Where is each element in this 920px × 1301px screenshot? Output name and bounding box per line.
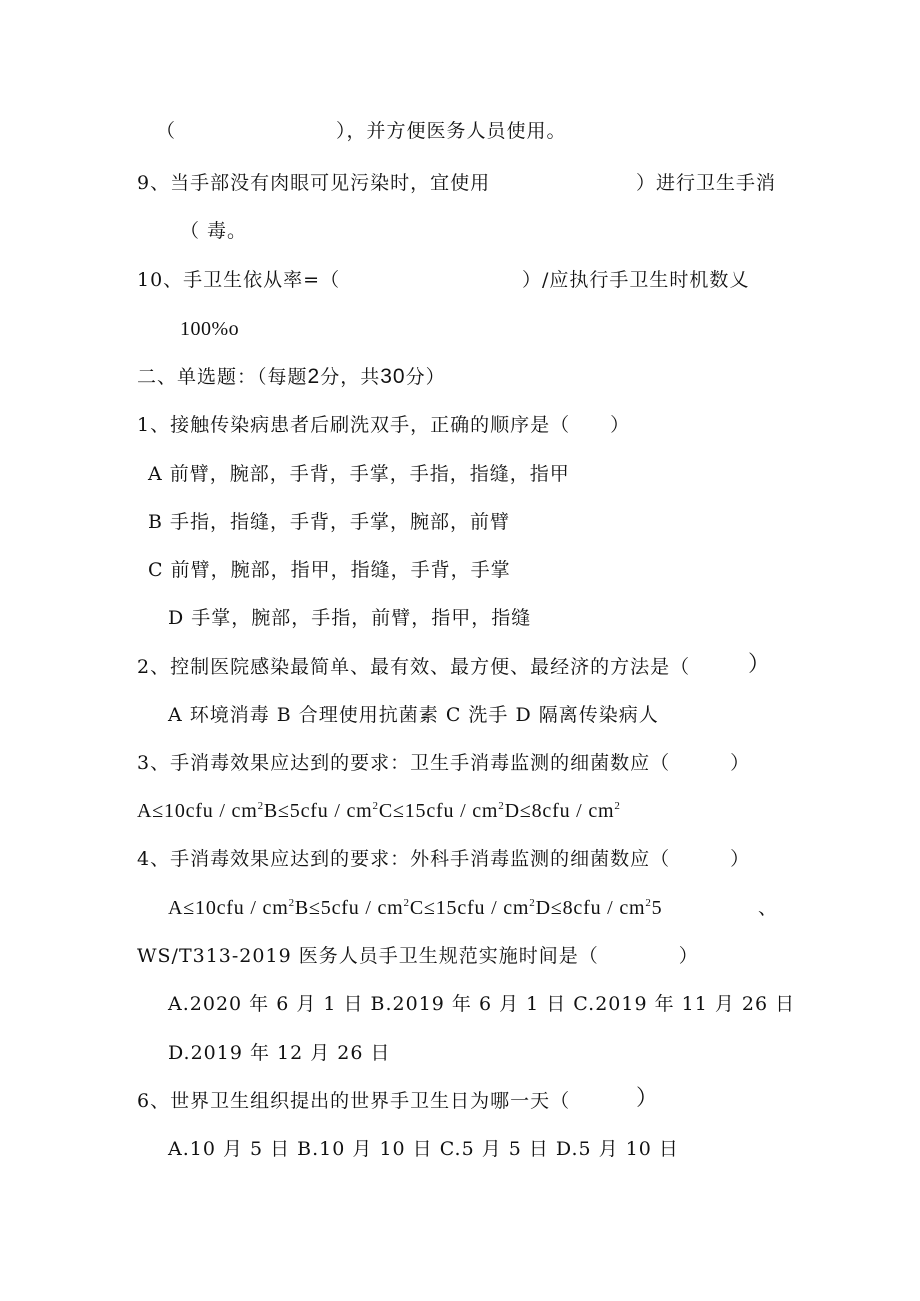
question-9-cont: （ 毒。 bbox=[180, 220, 248, 242]
q4-option-a: A≤10cfu / cm bbox=[168, 897, 289, 919]
q3-sup-b: 2 bbox=[372, 800, 379, 812]
mc-question-4: 4、手消毒效果应达到的要求：外科手消毒监测的细菌数应（ ） bbox=[137, 848, 751, 870]
mc-question-1: 1、接触传染病患者后刷洗双手，正确的顺序是（ ） bbox=[137, 414, 631, 436]
q3-option-a: A≤10cfu / cm bbox=[137, 800, 258, 822]
q4-option-d: D≤8cfu / cm bbox=[535, 897, 646, 919]
mc-question-1-option-a: A 前臂，腕部，手背，手掌，手指，指缝，指甲 bbox=[148, 463, 570, 485]
q3-sup-a: 2 bbox=[257, 800, 264, 812]
mc-question-1-option-c: C 前臂，腕部，指甲，指缝，手背，手掌 bbox=[148, 559, 511, 581]
question-10-tail: ）/应执行手卫生时机数乂 bbox=[522, 269, 750, 291]
question-10: 10、手卫生依从率=（ bbox=[137, 269, 341, 291]
mc-question-2-paren: ） bbox=[748, 652, 771, 677]
q4-sup-d: 2 bbox=[645, 897, 652, 909]
mc-question-6-options: A.10 月 5 日 B.10 月 10 日 C.5 月 5 日 D.5 月 10 日 bbox=[168, 1138, 679, 1160]
q4-sup-a: 2 bbox=[288, 897, 295, 909]
mc-question-5: WS/T313-2019 医务人员手卫生规范实施时间是（ ） bbox=[137, 945, 699, 967]
question-9: 9、当手部没有肉眼可见污染时，宜使用 bbox=[137, 172, 491, 194]
section-heading-a: 二、单选题：（每题 bbox=[137, 366, 308, 388]
q5-number: 5 bbox=[651, 897, 663, 919]
q3-option-c: C≤15cfu / cm bbox=[378, 800, 499, 822]
mc-question-6: 6、世界卫生组织提出的世界手卫生日为哪一天（ bbox=[137, 1090, 571, 1112]
mc-question-3: 3、手消毒效果应达到的要求：卫生手消毒监测的细菌数应（ ） bbox=[137, 752, 751, 774]
section-heading-e: 分） bbox=[405, 366, 446, 388]
question-10-cont: 100%o bbox=[180, 318, 240, 340]
q5-separator: 、 bbox=[758, 897, 779, 919]
q4-sup-b: 2 bbox=[403, 897, 410, 909]
q3-sup-c: 2 bbox=[498, 800, 505, 812]
section-heading-c: 分，共 bbox=[320, 366, 381, 388]
section-heading-points: 2 bbox=[307, 365, 321, 388]
section-heading bbox=[137, 364, 446, 390]
section-heading-total: 30 bbox=[380, 365, 406, 388]
q4-sup-c: 2 bbox=[529, 897, 536, 909]
mc-question-1-option-b: B 手指，指缝，手背，手掌，腕部，前臂 bbox=[148, 511, 511, 533]
mc-question-5-options-1: A.2020 年 6 月 1 日 B.2019 年 6 月 1 日 C.2019 年 11 月 26 日 bbox=[168, 993, 796, 1015]
mc-question-3-options bbox=[137, 798, 621, 824]
mc-question-2-options: A 环境消毒 B 合理使用抗菌素 C 洗手 D 隔离传染病人 bbox=[168, 704, 659, 726]
q4-option-b: B≤5cfu / cm bbox=[294, 897, 404, 919]
mc-question-6-paren: ） bbox=[636, 1086, 659, 1111]
q4-option-c: C≤15cfu / cm bbox=[409, 897, 530, 919]
q3-option-b: B≤5cfu / cm bbox=[263, 800, 373, 822]
mc-question-4-options bbox=[168, 895, 662, 921]
question-9-tail: ）进行卫生手消 bbox=[636, 172, 777, 194]
q3-option-d: D≤8cfu / cm bbox=[504, 800, 615, 822]
mc-question-1-option-d: D 手掌，腕部，手指，前臂，指甲，指缝 bbox=[168, 607, 532, 629]
mc-question-2: 2、控制医院感染最简单、最有效、最方便、最经济的方法是（ bbox=[137, 656, 691, 678]
mc-question-5-options-2: D.2019 年 12 月 26 日 bbox=[168, 1042, 391, 1064]
q3-sup-d: 2 bbox=[614, 800, 621, 812]
fill-blank-line-8-cont: （ ），并方便医务人员使用。 bbox=[156, 120, 567, 142]
